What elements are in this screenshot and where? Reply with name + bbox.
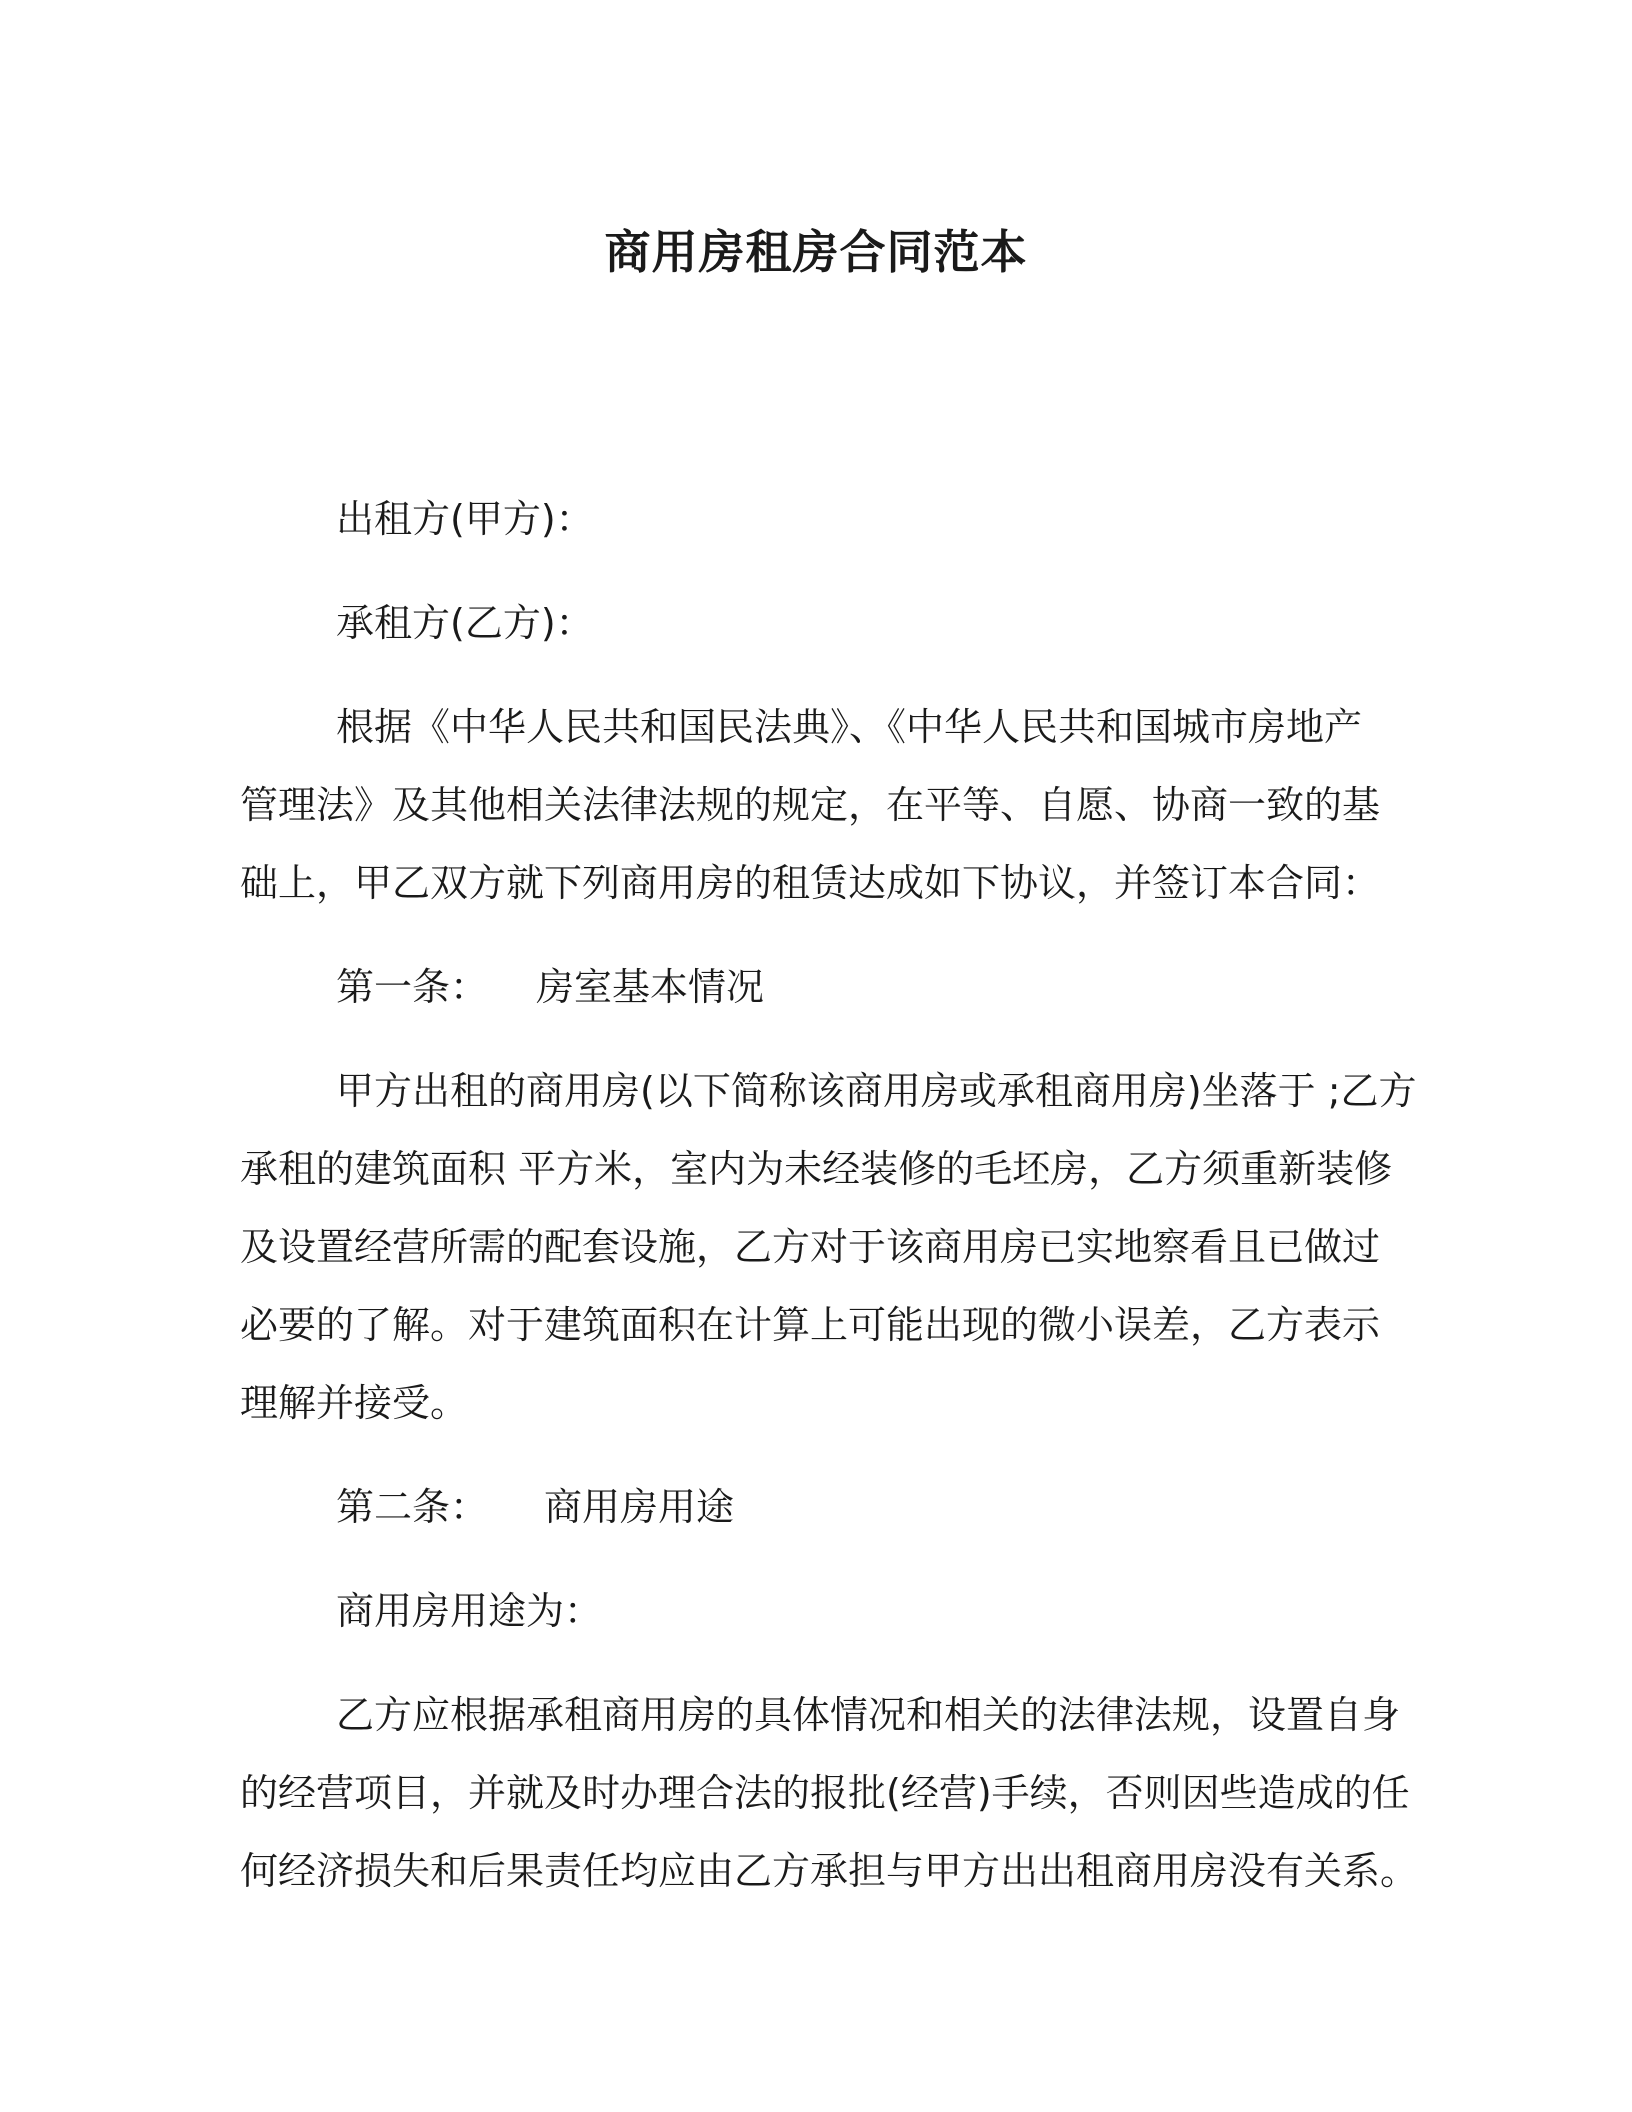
- article-1-number: 第一条：: [336, 965, 489, 1009]
- article-1-line: 理解并接受。: [240, 1381, 469, 1425]
- article-2-line: 何经济损失和后果责任均应由乙方承担与甲方出出租商用房没有关系。: [240, 1849, 1419, 1893]
- document-title: 商用房租房合同范本: [604, 225, 1028, 279]
- party-a-line: 出租方(甲方)：: [336, 497, 594, 541]
- preamble-line: 根据《中华人民共和国民法典》、《中华人民共和国城市房地产: [336, 705, 1363, 749]
- preamble-line: 础上，甲乙双方就下列商用房的租赁达成如下协议，并签订本合同：: [240, 861, 1381, 905]
- article-1-line: 及设置经营所需的配套设施，乙方对于该商用房已实地察看且已做过: [240, 1225, 1381, 1269]
- article-1-title: 房室基本情况: [536, 965, 765, 1009]
- article-2-heading: [336, 1468, 734, 1546]
- article-2-line: 乙方应根据承租商用房的具体情况和相关的法律法规，设置自身: [336, 1693, 1401, 1737]
- article-2-usage-line: 商用房用途为：: [336, 1589, 603, 1633]
- article-1-line: 必要的了解。对于建筑面积在计算上可能出现的微小误差，乙方表示: [240, 1303, 1381, 1347]
- article-1-line: 承租的建筑面积 平方米，室内为未经装修的毛坯房，乙方须重新装修: [240, 1147, 1393, 1191]
- preamble-line: 管理法》及其他相关法律法规的规定，在平等、自愿、协商一致的基: [240, 783, 1381, 827]
- article-1-line: 甲方出租的商用房(以下简称该商用房或承租商用房)坐落于 ;乙方: [336, 1069, 1417, 1113]
- article-2-title: 商用房用途: [544, 1485, 735, 1529]
- article-2-number: 第二条：: [336, 1485, 489, 1529]
- article-2-line: 的经营项目，并就及时办理合法的报批(经营)手续，否则因些造成的任: [240, 1771, 1410, 1815]
- party-b-line: 承租方(乙方)：: [336, 601, 594, 645]
- article-1-heading: [336, 948, 764, 1026]
